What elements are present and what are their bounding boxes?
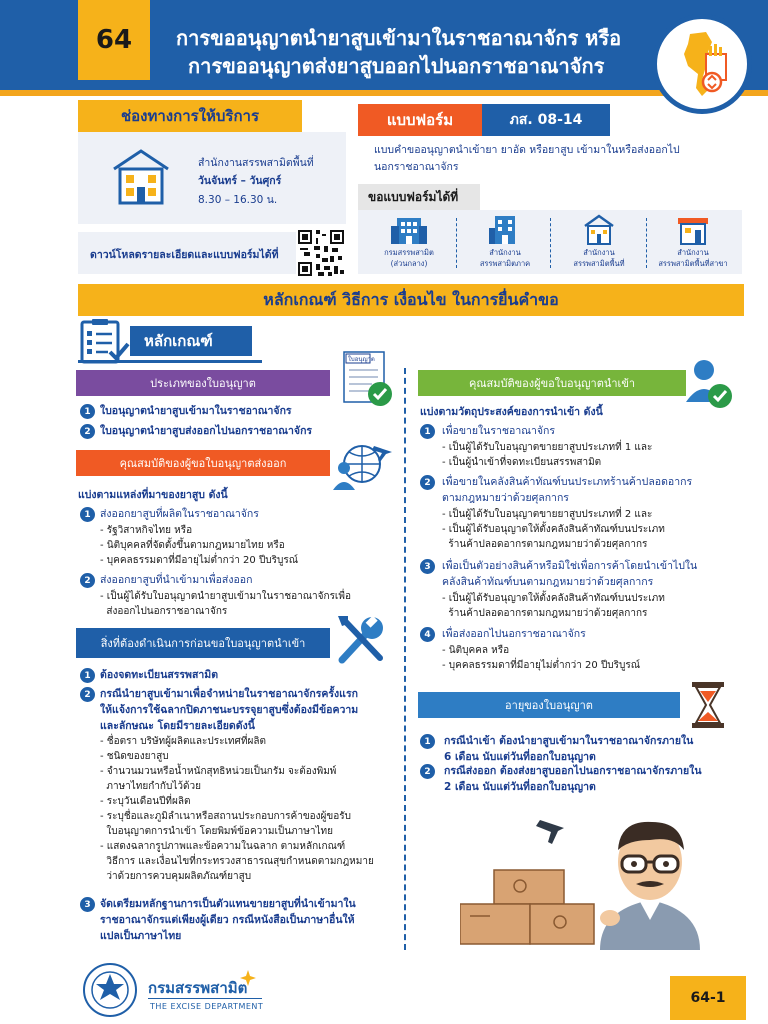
importer-subitem: - เป็นผู้ได้รับใบอนุญาตขายยาสูบประเภทที่ 2 และ: [442, 509, 653, 520]
list-number: 2: [420, 475, 435, 490]
sparkle-icon: [240, 970, 256, 990]
list-number: 1: [80, 507, 95, 522]
list-number: 2: [80, 573, 95, 588]
importer-sublist: [442, 591, 665, 621]
download-text: ดาวน์โหลดรายละเอียดและแบบฟอร์มได้ที่: [90, 249, 279, 261]
location-label: กรมสรรพสามิต: [384, 248, 434, 257]
label-requirement: - ระบุชื่อและภูมิลำเนาหรือสถานประกอบการค้าของผู้ขอรับ: [100, 811, 351, 822]
importer-subitem: ร้านค้าปลอดอากรตามกฎหมายว่าด้วยศุลกากร: [442, 539, 648, 550]
importer-line: เพื่อเป็นตัวอย่างสินค้าหรือมิใช่เพื่อการค้าโดยนำเข้าไปใน: [442, 560, 698, 572]
list-number: 2: [420, 764, 435, 779]
location-label: สรรพสามิตภาค: [479, 259, 531, 268]
page-title-line-2: การขออนุญาตส่งยาสูบออกไปนอกราชอาณาจักร: [188, 54, 605, 78]
exporter-item: ส่งออกยาสูบที่ผลิตในราชอาณาจักร: [100, 508, 259, 520]
importer-item: เพื่อขายในราชอาณาจักร: [442, 425, 555, 437]
location-excise-region: [458, 212, 552, 268]
service-hours: 8.30 – 16.30 น.: [198, 194, 278, 206]
exporter-heading: แบ่งตามแหล่งที่มาของยาสูบ ดังนี้: [78, 489, 228, 501]
request-form-title: ขอแบบฟอร์มได้ที่: [358, 184, 480, 210]
hourglass-icon: [688, 680, 728, 734]
page-number: 64: [78, 0, 150, 80]
criteria-title: หลักเกณฑ์ วิธีการ เงื่อนไข ในการยื่นคำขอ: [78, 284, 744, 316]
principles-underline: [78, 360, 262, 363]
hq-building-icon: [389, 212, 429, 246]
form-code: ภส. 08-14: [482, 104, 610, 136]
list-number: 2: [80, 424, 95, 439]
validity-line: กรณีนำเข้า ต้องนำยาสูบเข้ามาในราชอาณาจักรภายใน: [444, 735, 694, 747]
location-excise-area: [552, 212, 646, 268]
column-divider: [404, 368, 406, 950]
importer-qualifications-bar: คุณสมบัติของผู้ขอใบอนุญาตนำเข้า: [418, 370, 686, 396]
label-requirement: - ชนิดของยาสูบ: [100, 751, 169, 762]
importer-sublist: [442, 643, 640, 673]
importer-line: ตามกฎหมายว่าด้วยศุลกากร: [442, 492, 569, 504]
importer-sublist: [442, 440, 652, 470]
list-number: 1: [80, 404, 95, 419]
list-number: 2: [80, 687, 95, 702]
label-requirement: - แสดงฉลากรูปภาพและข้อความในฉลาก ตามหลักเกณฑ์: [100, 841, 346, 852]
location-label: สำนักงาน: [583, 248, 615, 257]
person-check-icon: [684, 356, 734, 414]
form-description-line: แบบคำขออนุญาตนำเข้ายา ยาอัด หรือยาสูบ เข้ามาในหรือส่งออกไป: [374, 144, 680, 156]
importer-line: คลังสินค้าทัณฑ์บนตามกฎหมายว่าด้วยศุลกากร: [442, 576, 654, 588]
label-requirements-list: [100, 734, 374, 884]
before-import-item: ต้องจดทะเบียนสรรพสามิต: [100, 669, 219, 681]
form-label: แบบฟอร์ม: [358, 104, 482, 136]
before-import-line: กรณีนำยาสูบเข้ามาเพื่อจำหน่ายในราชอาณาจักรครั้งแรก: [100, 688, 358, 700]
license-type-item: ใบอนุญาตนำยาสูบส่งออกไปนอกราชอาณาจักร: [100, 425, 313, 437]
page-title-line-1: การขออนุญาตนำยาสูบเข้ามาในราชอาณาจักร หรือ: [176, 26, 622, 50]
service-office: สำนักงานสรรพสามิตพื้นที่: [198, 157, 314, 169]
importer-subitem: - เป็นผู้ได้รับใบอนุญาตขายยาสูบประเภทที่ 1 และ: [442, 442, 653, 453]
department-name-english: THE EXCISE DEPARTMENT: [150, 1002, 264, 1011]
license-doc-label: ใบอนุญาต: [348, 356, 375, 363]
list-number: 3: [80, 897, 95, 912]
service-days: วันจันทร์ – วันศุกร์: [198, 175, 282, 187]
license-validity-bar: อายุของใบอนุญาต: [418, 692, 680, 718]
page-footer-number: 64-1: [670, 976, 746, 1020]
location-excise-hq: [362, 212, 456, 268]
exporter-subitem: - นิติบุคคลที่จัดตั้งขึ้นตามกฎหมายไทย หรือ: [100, 540, 285, 551]
importer-item: [442, 474, 692, 506]
label-requirement: - ระบุวันเดือนปีที่ผลิต: [100, 796, 191, 807]
importer-line: เพื่อขายในคลังสินค้าทัณฑ์บนประเภทร้านค้าปลอดอากร: [442, 476, 693, 488]
before-import-item: [100, 686, 358, 734]
importer-subitem: - บุคคลธรรมดาที่มีอายุไม่ต่ำกว่า 20 ปีบริบูรณ์: [442, 660, 641, 671]
importer-subitem: - นิติบุคคล หรือ: [442, 645, 510, 656]
license-type-item: ใบอนุญาตนำยาสูบเข้ามาในราชอาณาจักร: [100, 405, 292, 417]
location-label: สำนักงาน: [677, 248, 709, 257]
area-office-icon: [579, 212, 619, 246]
exporter-subitem: ส่งออกไปนอกราชอาณาจักร: [100, 606, 228, 617]
list-number: 4: [420, 627, 435, 642]
before-import-item: [100, 896, 356, 944]
principles-title: หลักเกณฑ์: [130, 326, 252, 356]
qr-code[interactable]: [296, 228, 346, 278]
exporter-sublist: [100, 523, 298, 568]
form-description: [374, 142, 734, 176]
location-label: (ส่วนกลาง): [390, 259, 428, 268]
label-requirement: ใบอนุญาตการนำเข้า โดยพิมพ์ข้อความเป็นภาษาไทย: [100, 826, 333, 837]
license-types-bar: ประเภทของใบอนุญาต: [76, 370, 330, 396]
region-building-icon: [485, 212, 525, 246]
before-import-line: และลักษณะ โดยมีรายละเอียดดังนี้: [100, 720, 255, 732]
importer-subitem: - เป็นผู้นำเข้าที่จดทะเบียนสรรพสามิต: [442, 457, 602, 468]
thailand-map-cigarette-icon: [652, 14, 752, 114]
excise-department-seal-logo: [82, 962, 138, 1018]
footer-rule: [148, 998, 262, 999]
validity-line: กรณีส่งออก ต้องส่งยาสูบออกไปนอกราชอาณาจักรภายใน: [444, 765, 702, 777]
department-name-thai: กรมสรรพสามิต: [148, 979, 248, 997]
list-number: 1: [420, 734, 435, 749]
importer-sublist: [442, 507, 665, 552]
location-label: สรรพสามิตพื้นที่สาขา: [658, 259, 728, 268]
location-label: สำนักงาน: [489, 248, 521, 257]
before-import-line: ราชอาณาจักรแต่เพียงผู้เดียว กรณีหนังสือเป็นภาษาอื่นให้: [100, 914, 355, 926]
before-import-line: จัดเตรียมหลักฐานการเป็นตัวแทนขายยาสูบที่นำเข้ามาใน: [100, 898, 356, 910]
list-number: 1: [420, 424, 435, 439]
before-import-bar: สิ่งที่ต้องดำเนินการก่อนขอใบอนุญาตนำเข้า: [76, 628, 330, 658]
validity-item: [444, 763, 702, 795]
importer-item: เพื่อส่งออกไปนอกราชอาณาจักร: [442, 628, 586, 640]
importer-subitem: - เป็นผู้ได้รับอนุญาตให้ตั้งคลังสินค้าทัณฑ์บนประเภท: [442, 524, 665, 535]
man-with-boxes-illustration: [460, 800, 750, 964]
importer-subitem: ร้านค้าปลอดอากรตามกฎหมายว่าด้วยศุลกากร: [442, 608, 648, 619]
exporter-sublist: [100, 589, 351, 619]
before-import-line: แปลเป็นภาษาไทย: [100, 930, 182, 942]
importer-item: [442, 558, 697, 590]
location-label: สรรพสามิตพื้นที่: [573, 259, 625, 268]
exporter-subitem: - รัฐวิสาหกิจไทย หรือ: [100, 525, 193, 536]
validity-line: 2 เดือน นับแต่วันที่ออกใบอนุญาต: [444, 781, 596, 793]
divider: [550, 218, 551, 268]
person-globe-plane-icon: [330, 438, 396, 496]
branch-office-icon: [673, 212, 713, 246]
validity-line: 6 เดือน นับแต่วันที่ออกใบอนุญาต: [444, 751, 596, 763]
label-requirement: - ชื่อตรา บริษัทผู้ผลิตและประเทศที่ผลิต: [100, 736, 266, 747]
location-excise-branch: [646, 212, 740, 268]
exporter-item: ส่งออกยาสูบที่นำเข้ามาเพื่อส่งออก: [100, 574, 253, 586]
list-number: 1: [80, 668, 95, 683]
wrench-screwdriver-icon: [334, 614, 390, 670]
office-building-icon: [110, 147, 172, 211]
divider: [456, 218, 457, 268]
label-requirement: วิธีการ และเงื่อนไขที่กระทรวงสาธารณสุขกำหนดตามกฎหมาย: [100, 856, 374, 867]
before-import-line: ให้แจ้งการใช้ฉลากปิดภาชนะบรรจุยาสูบซึ่งต้องมีข้อความ: [100, 704, 359, 716]
label-requirement: ว่าด้วยการควบคุมผลิตภัณฑ์ยาสูบ: [100, 871, 252, 882]
list-number: 3: [420, 559, 435, 574]
service-channel-title: ช่องทางการให้บริการ: [78, 100, 302, 132]
exporter-qualifications-bar: คุณสมบัติของผู้ขอใบอนุญาตส่งออก: [76, 450, 330, 476]
label-requirement: - จำนวนมวนหรือน้ำหนักสุทธิหน่วยเป็นกรัม จะต้องพิมพ์: [100, 766, 337, 777]
form-description-line: นอกราชอาณาจักร: [374, 161, 459, 173]
importer-heading: แบ่งตามวัตถุประสงค์ของการนำเข้า ดังนี้: [420, 406, 603, 418]
label-requirement: ภาษาไทยกำกับไว้ด้วย: [100, 781, 201, 792]
validity-item: [444, 733, 693, 765]
exporter-subitem: - เป็นผู้ได้รับใบอนุญาตนำยาสูบเข้ามาในราชอาณาจักรเพื่อ: [100, 591, 351, 602]
exporter-subitem: - บุคคลธรรมดาที่มีอายุไม่ต่ำกว่า 20 ปีบริบูรณ์: [100, 555, 299, 566]
license-document-check-icon: [340, 350, 396, 414]
importer-subitem: - เป็นผู้ได้รับอนุญาตให้ตั้งคลังสินค้าทัณฑ์บนประเภท: [442, 593, 665, 604]
